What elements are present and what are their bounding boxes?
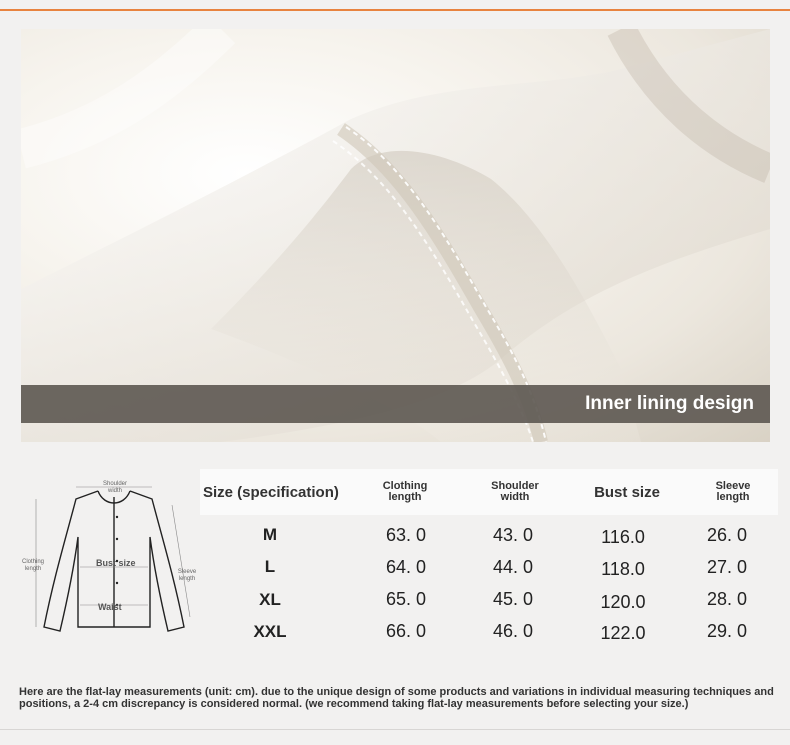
- waist-label: Waist: [98, 602, 122, 612]
- cell-bust-size: 116.0: [601, 527, 645, 547]
- banner-bar: [21, 385, 770, 423]
- cell-clothing-length: 66. 0: [385, 621, 427, 641]
- cell-size: M: [262, 525, 278, 544]
- cell-size: L: [264, 557, 276, 576]
- measurement-diagram: [20, 477, 200, 647]
- cell-shoulder-width: 43. 0: [492, 525, 534, 545]
- top-accent-line: [0, 9, 790, 11]
- header-bust-size: Bust size: [594, 483, 660, 501]
- cell-size: XXL: [253, 622, 287, 641]
- clothing-length-label: Clothing length: [21, 559, 44, 572]
- banner-title: Inner lining design: [585, 393, 754, 414]
- cell-sleeve-length: 28. 0: [706, 589, 748, 609]
- fabric-closeup-image: [21, 29, 770, 442]
- cell-bust-size: 118.0: [601, 559, 645, 579]
- measurement-note: Here are the flat-lay measurements (unit: cm). due to the unique design of some products and variations in individual measuring techniques and positions, a 2-4 cm discrepancy is considered normal. (we recommend taking flat-lay measurements before selecting your size.): [19, 686, 774, 710]
- cell-clothing-length: 65. 0: [385, 589, 427, 609]
- header-sleeve-length: Sleeve length: [715, 480, 751, 503]
- cell-bust-size: 120.0: [600, 592, 646, 612]
- bottom-divider: [0, 729, 790, 730]
- cell-sleeve-length: 27. 0: [706, 557, 748, 577]
- cell-shoulder-width: 44. 0: [492, 557, 534, 577]
- shoulder-width-label: Shoulder width: [102, 481, 128, 494]
- sleeve-length-label: Sleeve length: [177, 569, 197, 582]
- header-clothing-length: Clothing length: [382, 480, 428, 503]
- cell-clothing-length: 63. 0: [385, 525, 427, 545]
- cell-bust-size: 122.0: [600, 623, 646, 643]
- cell-shoulder-width: 45. 0: [492, 589, 534, 609]
- cell-sleeve-length: 29. 0: [706, 621, 748, 641]
- cell-clothing-length: 64. 0: [385, 557, 427, 577]
- cell-sleeve-length: 26. 0: [706, 525, 748, 545]
- size-table-header: [200, 469, 778, 515]
- header-shoulder-width: Shoulder width: [491, 480, 539, 503]
- cell-shoulder-width: 46. 0: [492, 621, 534, 641]
- header-size: Size (specification): [203, 483, 339, 501]
- bust-size-label: Bust size: [96, 558, 136, 568]
- fabric-texture-graphic: [21, 29, 770, 442]
- cell-size: XL: [259, 590, 281, 609]
